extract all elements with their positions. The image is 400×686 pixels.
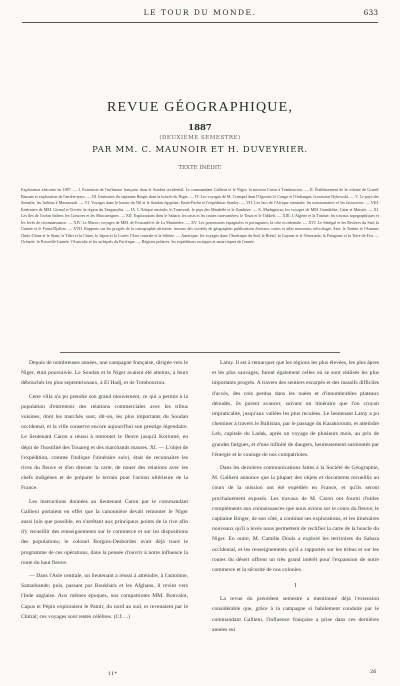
left-column xyxy=(21,358,188,625)
paragraph: Lamy. Il est à remarquer que les régions les plus élevées, les plus âpres et les plus sauvages, furent également celles où se sont réalisés les plus importants progrès. A travers des sentiers escarpés et des massifs difficiles d'accès, des cols perdus dans les nuées et d'innombrables plateaux dénudés, ils purent avancer, suivant un itinéraire que l'on croyait impraticable, jusqu'aux vallées les plus reculées. Le lieutenant Lamy a pu cheminer à travers le Baltistan, par le passage du Karakoroum, et atteindre Leh, capitale du Ladak, après un voyage de plusieurs mois, au prix de grandes fatigues, et d'une infinité de dangers, heureusement surmontés par l'énergie et le courage de nos compatriotes. xyxy=(212,360,379,458)
summary-paragraph: Exploration africaine en 1887. — I. Extension de l'influence française dans le Soudan occidental. Le commandant Gallieni et le Niger; la mission Caron à Tombouctou. — II. Établissement de la colonie de Grand-Bassam et exploration de l'arrière-pays. — III. Itinéraires du capitaine Binger dans la boucle du Niger. — IV. Les voyages de M. Crampel dans l'Ogooué; le Congo et l'Oubangui; la mission Dybowski. — V. Le pays des Somalis; les Italiens à Massaouah. — VI. Voyages dans le bassin du Nil et le Soudan égyptien; Emin-Pacha et l'expédition Stanley. — VII. Les lacs de l'Afrique orientale; les missionnaires et les factoreries. — VIII. Itinéraires de MM. Giraud et Trivier; la région du Tanganyika. — IX. L'Afrique australe; le Transvaal, le pays des Matabélé et le Zambèze. — X. Madagascar; les voyages de MM. Grandidier, Catat et Maistre. — XI. Les îles de l'océan Indien; les Comores et les Mascareignes. — XII. Explorations dans le Sahara; les oasis et les routes caravanières; le Touat et le Tidikelt. — XIII. L'Algérie et la Tunisie; les travaux topographiques et les levés de reconnaissance. — XIV. Le Maroc; voyages de MM. de Foucauld et de La Martinière. — XV. Les possessions espagnoles et portugaises; la côte occidentale. — XVI. Le Sénégal et les Rivières du Sud; la Guinée et le Fouta-Djallon. — XVII. Rapports sur les progrès de la cartographie africaine; travaux des sociétés de géographie; publications diverses; cartes et atlas nouveaux; nécrologie. Asie: le Tonkin et l'Annam; l'Indo-Chine et le Siam; le Tibet et la Chine; le Japon et la Corée; l'Asie centrale et la Sibérie. — Amérique: les voyages dans l'Amérique du Sud; le Brésil, la Guyane et le Venezuela; la Patagonie et la Terre de Feu. — Océanie: la Nouvelle-Guinée, l'Australie et les archipels du Pacifique. — Régions polaires: les expéditions arctiques et antarctiques de l'année. xyxy=(21,187,379,245)
header-rule xyxy=(22,22,378,23)
running-title: LE TOUR DU MONDE. xyxy=(143,8,257,17)
summary-rule xyxy=(60,352,340,353)
page-number: 633 xyxy=(363,8,378,17)
article-subtitle: (DEUXIÈME SEMESTRE) xyxy=(159,135,241,141)
paragraph: Les instructions données au lieutenant Caron par le commandant Gallieni portaient en effet que la canonnière devait remonter le Niger aussi loin que possible, en s'arrêtant aux principaux points de la rive afin d'y recueillir des renseignements sur le commerce et sur les dispositions des populations; le colonel Borgnis-Desbordes avait déjà tracé le programme de ces opérations, dans la pensée d'ouvrir à notre influence la route du haut fleuve. xyxy=(21,498,188,566)
article-heading xyxy=(0,100,400,171)
paragraph: Cette villa n'a pu prendre son grand mouvement, ce qui a permis à la population d'entretenir des relations commerciales avec les tribus voisines, dont les marchés sont, dit-on, les plus importants du Soudan occidental, et la ville conserve encore aujourd'hui son prestige légendaire. Le lieutenant Caron a réussi à remonter le fleuve jusqu'à Koriumé, en dépit de l'hostilité des Touareg et des marchands maures. XI. — L'objet de l'expédition, comme l'indique l'itinéraire suivi, était de reconnaître les rives du fleuve et d'en dresser la carte, de nouer des relations avec les chefs indigènes et de préparer le terrain pour l'action ultérieure de la France. xyxy=(21,393,188,492)
right-column xyxy=(212,358,379,638)
article-title: REVUE GÉOGRAPHIQUE, xyxy=(106,100,294,115)
signature-mark: 26 xyxy=(370,669,377,675)
paragraph: Depuis de nombreuses années, une campagne française, dirigée vers le Niger, était poursuivie. Le Soudan et le Niger avaient été atteints, à leurs débouchés les plus septentrionaux, à El Hadj, et de Tombouctou. xyxy=(21,360,188,387)
footer-mark: 11* xyxy=(108,671,117,677)
article-section-label: TEXTE INÉDIT. xyxy=(178,165,222,171)
section-numeral: I xyxy=(294,583,297,590)
paragraph: Dans les dernières communications faites à la Société de Géographie, M. Gallieni annonce que la plupart des objets et documents recueillis au cours de la mission ont été expédiés en France, et qu'ils seront prochainement exposés. Les travaux de M. Caron ont fourni d'utiles compléments aux connaissances que nous avions sur le cours du fleuve; le capitaine Binger, de son côté, a continué ses explorations, et les itinéraires nouveaux qu'il a levés nous permettent de rectifier la carte de la boucle du Niger. En outre, M. Camille Douls a exploré les territoires du Sahara occidental, et les renseignements qu'il a rapportés sur les tribus et sur les routes du désert offrent un très grand intérêt pour l'expansion de notre commerce et la sécurité de nos colonies. xyxy=(212,465,379,574)
running-head xyxy=(0,8,400,20)
paragraph: La revue du précédent semestre a mentionné déjà l'extension considérable que, grâce à la campagne si habilement conduite par le commandant Gallieni, l'influence française a prise dans ces dernières années sur xyxy=(212,596,379,633)
paragraph: — Dans l'Asie centrale, un lieutenant a réussi à atteindre, à l'automne, Samarkande; puis, passant par Boukhara et les Afghans, il revint vers l'Inde anglaise. Aux mêmes époques, nos compatriotes MM. Bonvalot, Capus et Pépin exploraient le Pamir, du nord au sud, et revenaient par le Chitral; ces voyages sont restés célèbres. (Cf. ...) xyxy=(21,573,188,620)
article-year: 1887 xyxy=(188,123,212,133)
article-authors: PAR MM. C. MAUNOIR ET H. DUVEYRIER. xyxy=(92,145,308,155)
